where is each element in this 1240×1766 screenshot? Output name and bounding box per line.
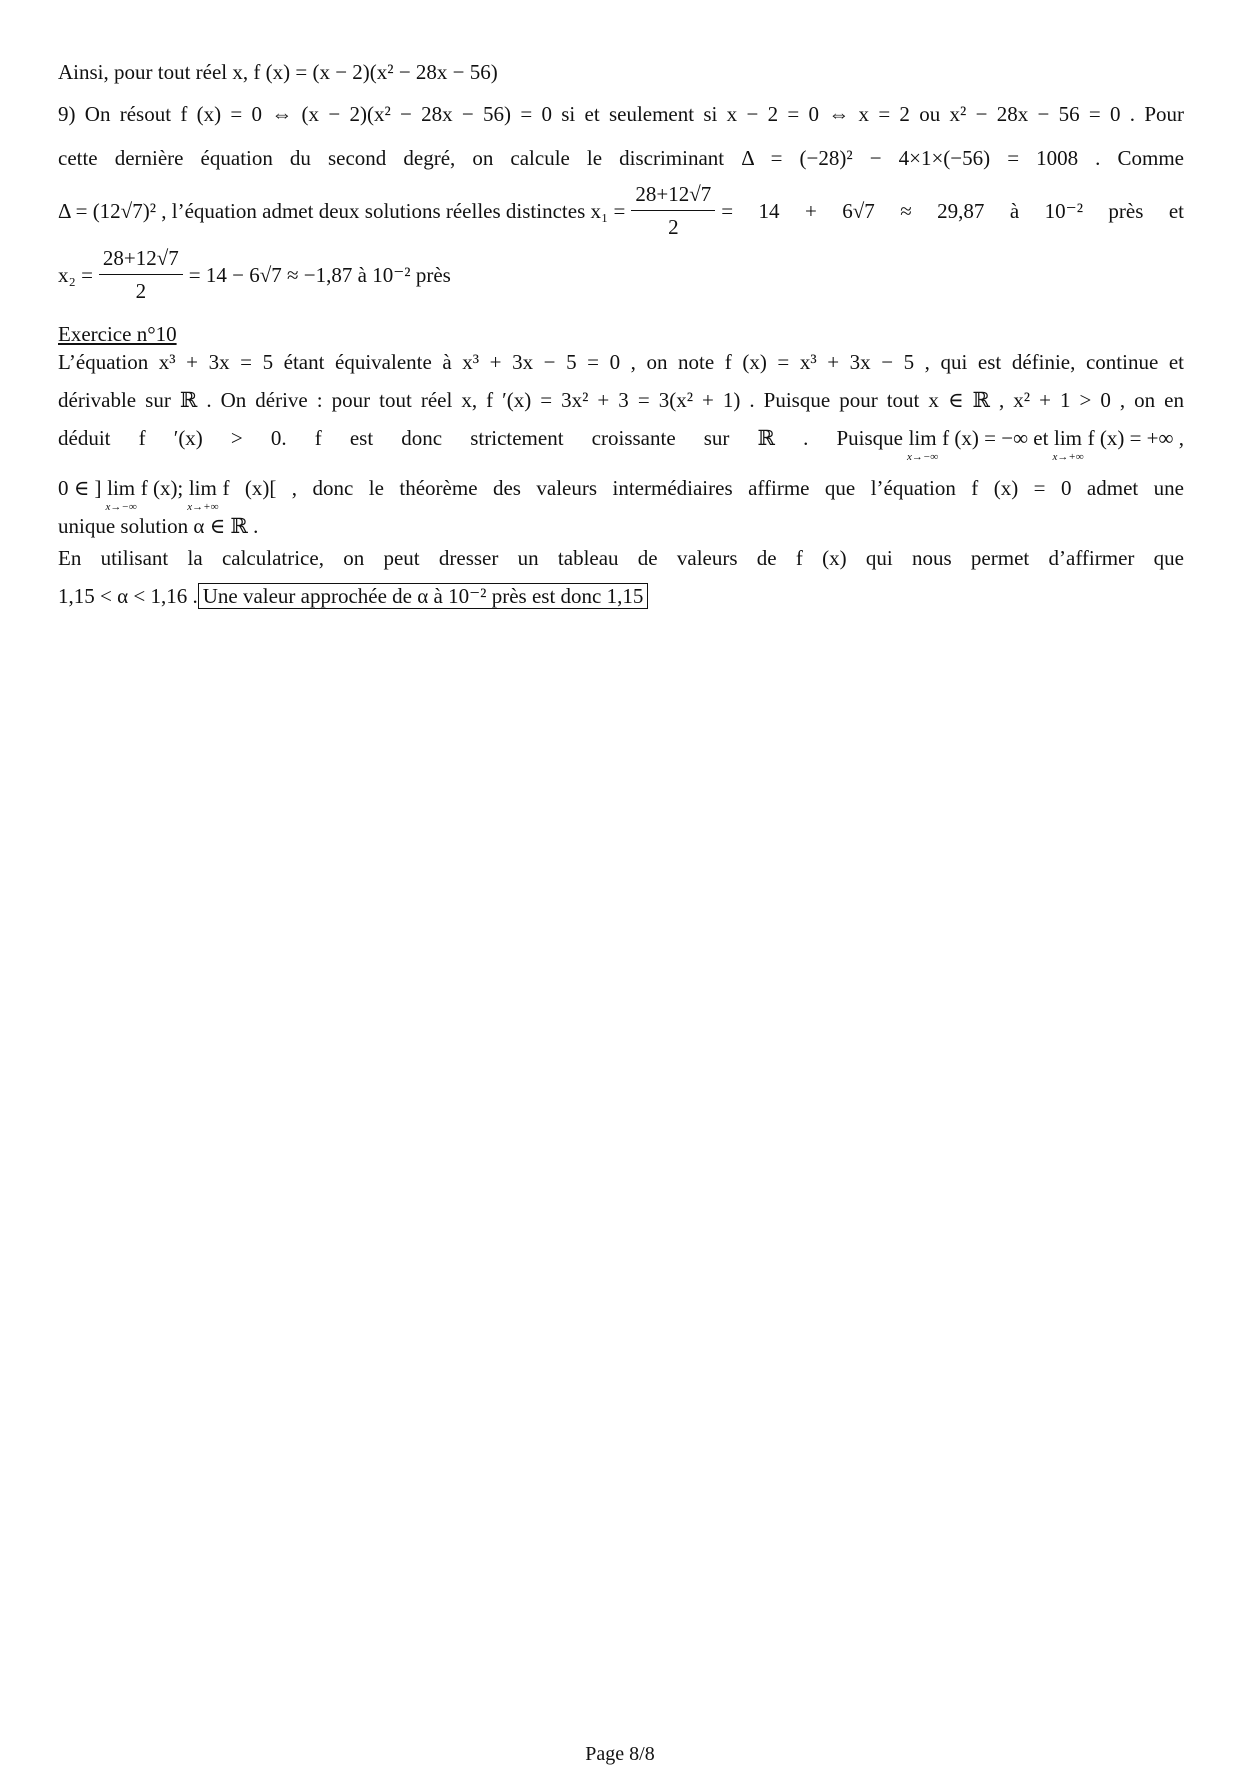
x2-denominator: 2 — [135, 279, 147, 303]
x2-fraction — [99, 244, 183, 305]
x1-fraction — [631, 180, 715, 241]
x2-numerator: 28+12√7 — [99, 244, 183, 275]
lim-subscript: x→−∞ — [907, 451, 939, 463]
lim-subscript: x→+∞ — [187, 501, 219, 513]
q8-conclusion: Ainsi, pour tout réel x, f (x) = (x − 2)(x² − 28x − 56) — [58, 60, 498, 84]
lim-word: lim — [908, 426, 937, 450]
lim-subscript: x→+∞ — [1052, 451, 1084, 463]
limit-minus-infinity — [907, 424, 938, 462]
x1-numerator: 28+12√7 — [631, 180, 715, 211]
lim-word: lim — [1054, 426, 1083, 450]
q9-line-2: cette dernière équation du second degré, on calcule le discriminant Δ = (−28)² − 4×1×(−56) = 1008 . Comme — [58, 146, 1184, 170]
ex10-line-7 — [58, 582, 1184, 610]
limit-plus-infinity — [1052, 424, 1083, 462]
q9-line-4 — [58, 244, 1184, 305]
q9-line-1: 9) On résout f (x) = 0 ⇔ (x − 2)(x² − 28x − 56) = 0 si et seulement si x − 2 = 0 ⇔ x = 2 ou x² − 28x − 56 = 0 . Pour — [58, 102, 1184, 126]
ex10-line-3-a: déduit f ′(x) > 0. f est donc strictement croissante sur ℝ . Puisque — [58, 426, 903, 450]
x1-denominator: 2 — [668, 215, 679, 239]
limit-plus-infinity — [187, 474, 218, 512]
q9-line-3-right: = 14 + 6√7 ≈ 29,87 à 10⁻² près et — [721, 198, 1184, 223]
ex10-line-1: L’équation x³ + 3x = 5 étant équivalente à x³ + 3x − 5 = 0 , on note f (x) = x³ + 3x − 5 , qui est définie, continue et — [58, 350, 1184, 374]
ex10-line-2: dérivable sur ℝ . On dérive : pour tout réel x, f ′(x) = 3x² + 3 = 3(x² + 1) . Puisque pour tout x ∈ ℝ , x² + 1 > 0 , on en — [58, 388, 1184, 412]
page-number: Page 8/8 — [585, 1743, 655, 1765]
lim-word: lim — [107, 476, 136, 500]
limit-minus-infinity — [106, 474, 137, 512]
ex10-line-4-a: 0 ∈ ] — [58, 476, 102, 500]
ex10-line-7-a: 1,15 < α < 1,16 . — [58, 584, 198, 608]
q9-line-3 — [58, 180, 1184, 241]
lim-word: lim — [188, 476, 217, 500]
ex10-line-5: unique solution α ∈ ℝ . — [58, 514, 259, 538]
ex10-line-3-c: f (x) = +∞ , — [1087, 426, 1184, 450]
ex10-line-6: En utilisant la calculatrice, on peut dresser un tableau de valeurs de f (x) qui nous permet d’affirmer que — [58, 546, 1184, 570]
q9-line-3-left: Δ = (12√7)² , l’équation admet deux solutions réelles distinctes x₁ = — [58, 198, 626, 223]
ex10-line-4 — [58, 474, 1184, 512]
ex10-line-3-b: f (x) = −∞ et — [942, 426, 1049, 450]
boxed-answer: Une valeur approchée de α à 10⁻² près est donc 1,15 — [198, 583, 649, 609]
ex10-line-4-c: f (x)[ , donc le théorème des valeurs intermédiaires affirme que l’équation f (x) = 0 admet une — [222, 476, 1184, 500]
lim-subscript: x→−∞ — [105, 501, 137, 513]
q9-line-4-left: x₂ = — [58, 262, 93, 287]
q9-line-4-right: = 14 − 6√7 ≈ −1,87 à 10⁻² près — [188, 262, 451, 287]
exercise-10-heading: Exercice n°10 — [58, 322, 177, 346]
ex10-line-4-b: f (x); — [140, 476, 184, 500]
ex10-line-3 — [58, 424, 1184, 462]
